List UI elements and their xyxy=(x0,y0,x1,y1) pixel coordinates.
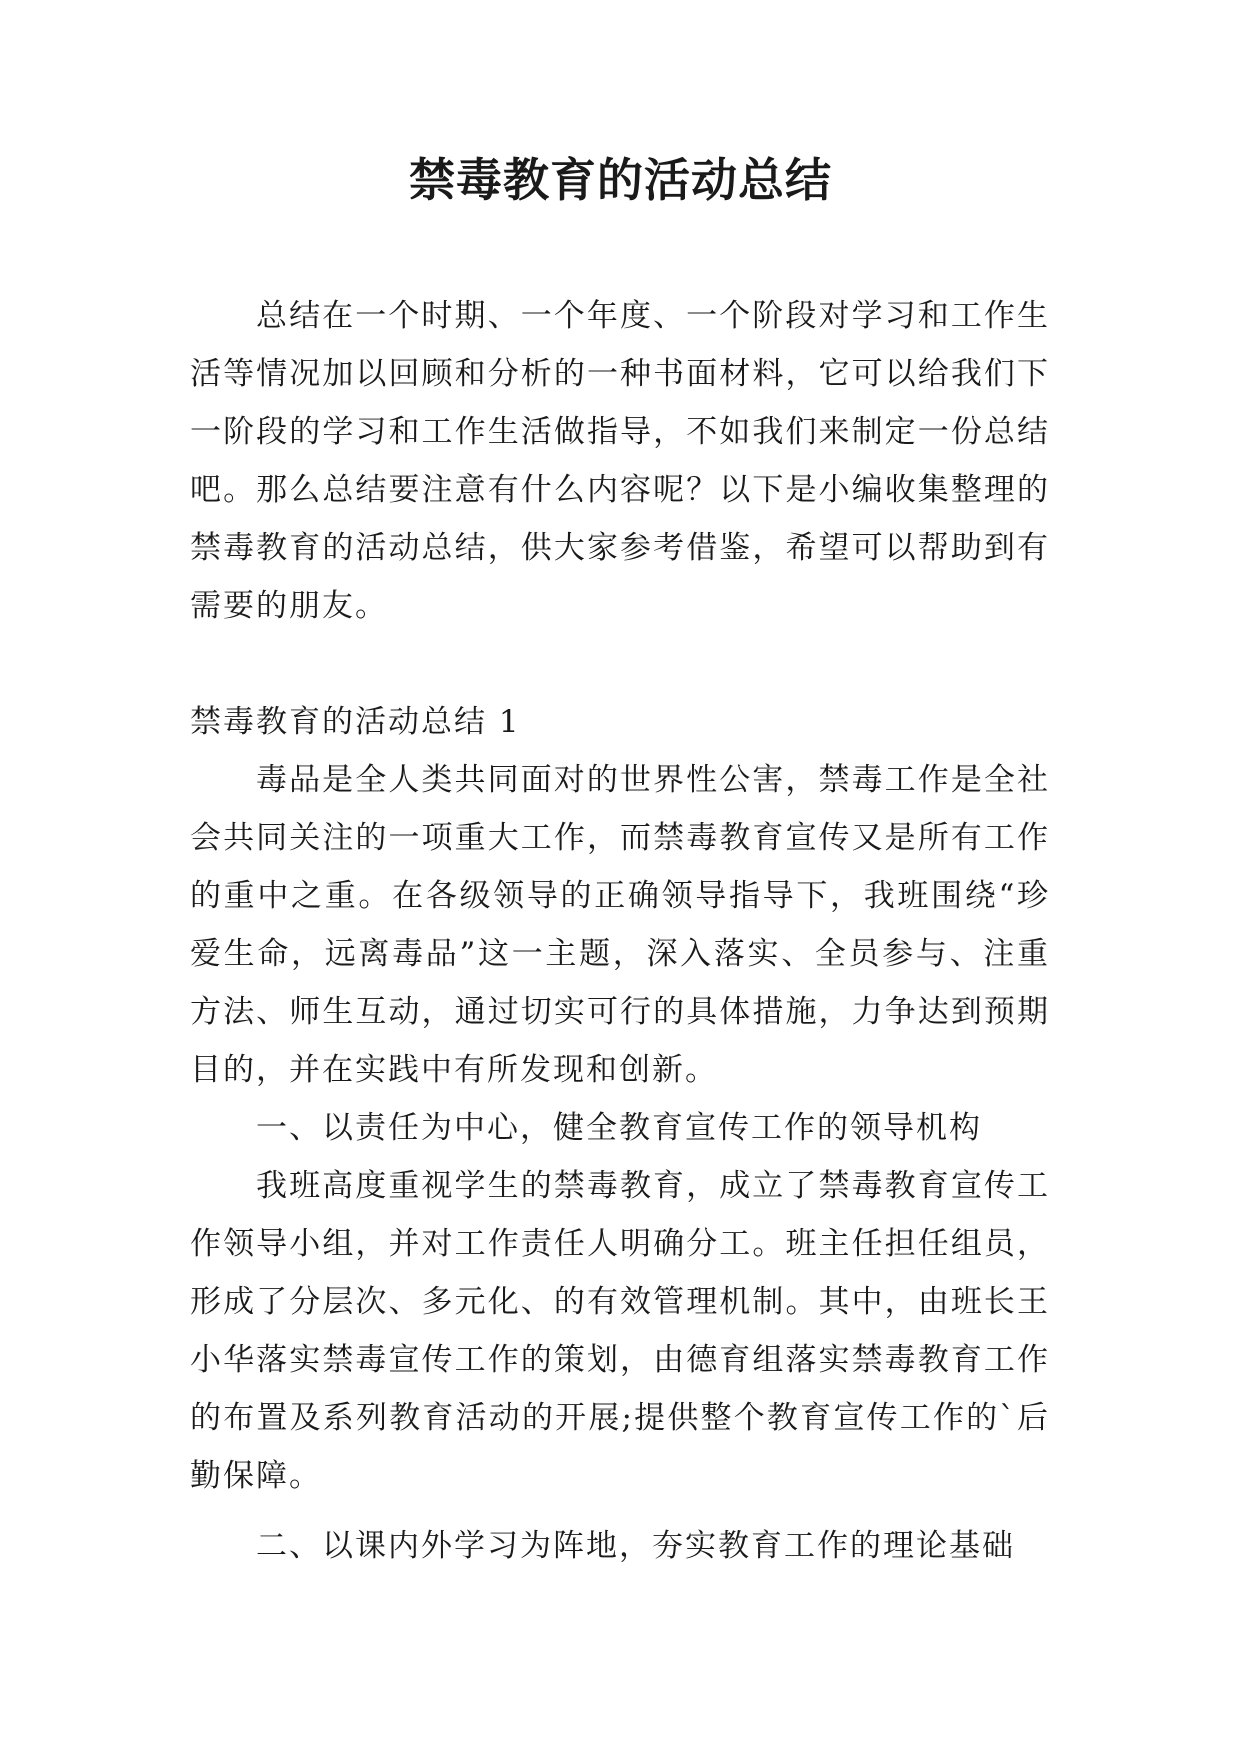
intro-paragraph: 总结在一个时期、一个年度、一个阶段对学习和工作生活等情况加以回顾和分析的一种书面材料，它可以给我们下一阶段的学习和工作生活做指导，不如我们来制定一份总结吧。那么总结要注意有什么内容呢？以下是小编收集整理的禁毒教育的活动总结，供大家参考借鉴，希望可以帮助到有需要的朋友。 xyxy=(190,298,1050,624)
body-paragraph: 毒品是全人类共同面对的世界性公害，禁毒工作是全社会共同关注的一项重大工作，而禁毒教育宣传又是所有工作的重中之重。在各级领导的正确领导指导下，我班围绕“珍爱生命，远离毒品”这一主题，深入落实、全员参与、注重方法、师生互动，通过切实可行的具体措施，力争达到预期目的，并在实践中有所发现和创新。 xyxy=(190,762,1050,1088)
document-title: 禁毒教育的活动总结 xyxy=(409,153,832,207)
subheading-1: 一、以责任为中心，健全教育宣传工作的领导机构 xyxy=(256,1110,982,1146)
section-heading: 禁毒教育的活动总结 1 xyxy=(190,704,521,740)
subheading-2: 二、以课内外学习为阵地，夯实教育工作的理论基础 xyxy=(256,1528,1015,1564)
document-body xyxy=(190,287,1050,1575)
body-paragraph: 我班高度重视学生的禁毒教育，成立了禁毒教育宣传工作领导小组，并对工作责任人明确分工。班主任担任组员，形成了分层次、多元化、的有效管理机制。其中，由班长王小华落实禁毒宣传工作的策划，由德育组落实禁毒教育工作的布置及系列教育活动的开展;提供整个教育宣传工作的`后勤保障。 xyxy=(190,1168,1050,1494)
